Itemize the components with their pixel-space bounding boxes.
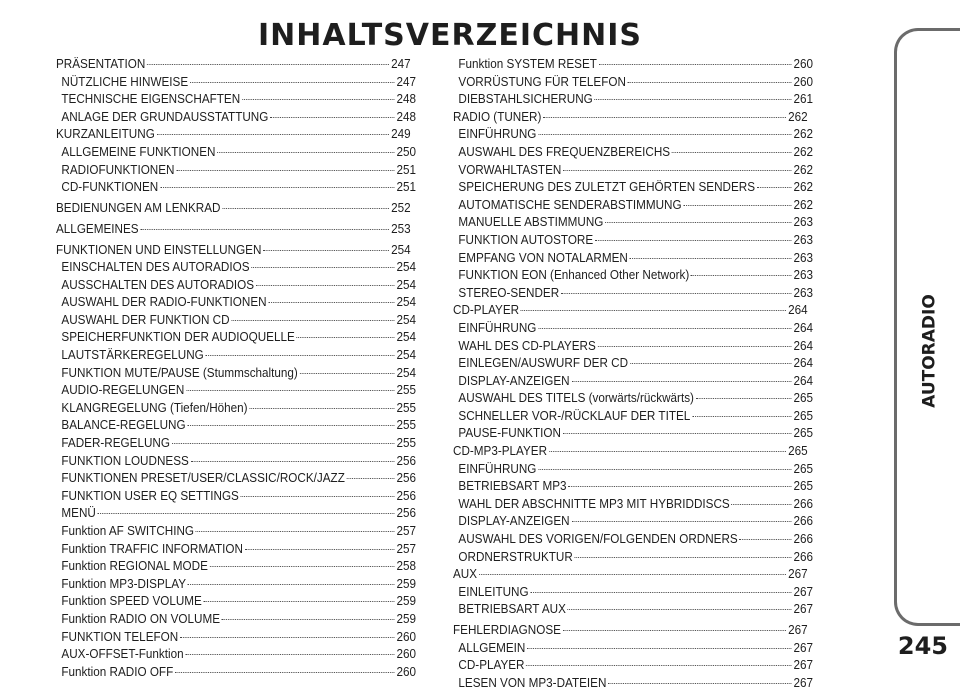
- dot-leader: [98, 513, 395, 514]
- toc-entry: [56, 540, 416, 558]
- toc-entry: [453, 354, 813, 372]
- toc-entry: [56, 178, 416, 196]
- chapter-tab-label: AUTORADIO: [920, 294, 940, 408]
- toc-entry-title: AUX: [453, 566, 478, 582]
- toc-entry: [453, 143, 813, 161]
- toc-entry-title: KURZANLEITUNG: [56, 126, 155, 142]
- dot-leader: [530, 592, 791, 593]
- toc-entry: [453, 337, 813, 355]
- dot-leader: [608, 683, 791, 684]
- toc-entry-page: 263: [793, 231, 814, 247]
- chapter-side-tab: [894, 28, 960, 626]
- toc-entry-page: 255: [396, 417, 417, 433]
- toc-entry-page: 262: [793, 126, 814, 142]
- toc-entry-page: 262: [793, 161, 814, 177]
- toc-entry-title: AUSWAHL DER RADIO-FUNKTIONEN: [61, 294, 267, 310]
- toc-entry: [453, 249, 813, 267]
- dot-leader: [575, 557, 792, 558]
- toc-entry: [56, 487, 416, 505]
- dot-leader: [538, 328, 792, 329]
- toc-entry-title: AUSWAHL DER FUNKTION CD: [61, 311, 230, 327]
- toc-entry-title: FUNKTION EON (Enhanced Other Network): [458, 267, 690, 283]
- toc-entry: [56, 434, 416, 452]
- toc-entry: [453, 512, 813, 530]
- toc-entry-title: CD-PLAYER: [453, 302, 520, 318]
- toc-entry-page: 267: [793, 657, 814, 673]
- dot-leader: [598, 346, 792, 347]
- dot-leader: [521, 310, 786, 311]
- toc-entry-page: 254: [396, 364, 417, 380]
- toc-entry: [56, 452, 416, 470]
- toc-entry-title: AUSWAHL DES TITELS (vorwärts/rückwärts): [458, 390, 694, 406]
- toc-entry-title: SPEICHERUNG DES ZULETZT GEHÖRTEN SENDERS: [458, 179, 756, 195]
- toc-entry-page: 262: [793, 196, 814, 212]
- toc-entry-page: 260: [793, 73, 814, 89]
- toc-entry-page: 260: [396, 628, 417, 644]
- toc-entry-title: BALANCE-REGELUNG: [61, 417, 186, 433]
- toc-entry-page: 266: [793, 513, 814, 529]
- dot-leader: [256, 285, 395, 286]
- toc-entry-page: 264: [788, 302, 808, 318]
- dot-leader: [251, 267, 394, 268]
- toc-entry-title: PRÄSENTATION: [56, 56, 146, 71]
- toc-entry: [453, 178, 813, 196]
- toc-entry-page: 255: [396, 399, 417, 415]
- toc-entry-title: RADIO (TUNER): [453, 108, 542, 124]
- toc-entry-title: AUSSCHALTEN DES AUTORADIOS: [61, 276, 255, 292]
- toc-entry-page: 266: [793, 495, 814, 511]
- toc-entry-title: SPEICHERFUNKTION DER AUDIOQUELLE: [61, 329, 295, 345]
- toc-entry: [453, 495, 813, 513]
- toc-entry-page: 248: [396, 91, 417, 107]
- dot-leader: [683, 205, 791, 206]
- dot-leader: [628, 82, 792, 83]
- toc-entry: [56, 663, 416, 681]
- toc-entry-page: 255: [396, 382, 417, 398]
- page-title: INHALTSVERZEICHNIS: [257, 18, 643, 53]
- toc-entry-page: 263: [793, 284, 814, 300]
- dot-leader: [190, 82, 395, 83]
- toc-entry-page: 264: [793, 372, 814, 388]
- dot-leader: [263, 250, 389, 251]
- toc-entry: [453, 301, 808, 319]
- toc-entry-title: FUNKTIONEN PRESET/USER/CLASSIC/ROCK/JAZZ: [61, 470, 345, 486]
- toc-entry-title: ALLGEMEINES: [56, 220, 139, 236]
- toc-entry-page: 247: [396, 73, 417, 89]
- toc-entry-page: 262: [793, 179, 814, 195]
- toc-entry-page: 256: [396, 505, 417, 521]
- dot-leader: [543, 117, 786, 118]
- dot-leader: [571, 521, 791, 522]
- toc-entry-title: FUNKTION LOUDNESS: [61, 452, 189, 468]
- toc-entry-title: STEREO-SENDER: [458, 284, 560, 300]
- toc-entry: [453, 442, 808, 460]
- dot-leader: [217, 152, 394, 153]
- dot-leader: [241, 496, 395, 497]
- toc-entry: [453, 108, 808, 126]
- toc-entry: [453, 389, 813, 407]
- toc-entry-title: CD-MP3-PLAYER: [453, 443, 548, 459]
- dot-leader: [157, 134, 390, 135]
- toc-entry-title: WAHL DER ABSCHNITTE MP3 MIT HYBRIDDISCS: [458, 495, 730, 511]
- dot-leader: [268, 302, 394, 303]
- dot-leader: [571, 381, 791, 382]
- toc-entry-title: ORDNERSTRUKTUR: [458, 548, 573, 564]
- dot-leader: [242, 99, 395, 100]
- dot-leader: [479, 574, 786, 575]
- toc-entry-page: 261: [793, 91, 814, 107]
- toc-entry-title: WAHL DES CD-PLAYERS: [458, 337, 596, 353]
- toc-entry-page: 249: [391, 126, 411, 142]
- dot-leader: [563, 433, 792, 434]
- toc-entry: [56, 575, 416, 593]
- toc-entry-page: 254: [396, 347, 417, 363]
- toc-entry: [56, 143, 416, 161]
- dot-leader: [595, 99, 792, 100]
- toc-entry-title: VORWAHLTASTEN: [458, 161, 562, 177]
- toc-entry-page: 264: [793, 355, 814, 371]
- toc-entry-title: EMPFANG VON NOTALARMEN: [458, 249, 628, 265]
- dot-leader: [147, 64, 389, 65]
- toc-entry-title: AUTOMATISCHE SENDERABSTIMMUNG: [458, 196, 682, 212]
- toc-entry-title: NÜTZLICHE HINWEISE: [61, 73, 189, 89]
- toc-entry-page: 265: [793, 407, 814, 423]
- toc-entry-page: 253: [391, 220, 411, 236]
- dot-leader: [563, 170, 792, 171]
- toc-entry: [453, 530, 813, 548]
- toc-entry-page: 267: [788, 566, 808, 582]
- toc-entry-page: 265: [793, 460, 814, 476]
- toc-entry-page: 263: [793, 267, 814, 283]
- toc-entry: [453, 73, 813, 91]
- toc-entry-page: 260: [396, 663, 417, 679]
- toc-entry: [56, 199, 411, 217]
- toc-entry: [56, 276, 416, 294]
- toc-entry-page: 260: [793, 56, 814, 71]
- toc-entry-title: Funktion RADIO ON VOLUME: [61, 610, 221, 626]
- toc-entry-title: BETRIEBSART AUX: [458, 601, 566, 617]
- toc-entry: [56, 311, 416, 329]
- toc-entry-title: FEHLERDIAGNOSE: [453, 622, 561, 638]
- toc-entry: [453, 372, 813, 390]
- toc-entry: [56, 364, 416, 382]
- toc-entry-page: 262: [793, 143, 814, 159]
- toc-entry-page: 259: [396, 575, 417, 591]
- toc-entry: [56, 125, 411, 143]
- toc-entry-page: 252: [391, 199, 411, 215]
- dot-leader: [692, 416, 792, 417]
- toc-entry: [453, 565, 808, 583]
- toc-entry: [56, 645, 416, 663]
- toc-entry-page: 258: [396, 558, 417, 574]
- toc-entry-page: 248: [396, 108, 417, 124]
- dot-leader: [191, 461, 395, 462]
- toc-entry-title: AUDIO-REGELUNGEN: [61, 382, 185, 398]
- toc-entry: [453, 284, 813, 302]
- toc-entry-page: 262: [788, 108, 808, 124]
- toc-entry-title: FUNKTION AUTOSTORE: [458, 231, 594, 247]
- dot-leader: [347, 478, 395, 479]
- toc-entry-title: EINFÜHRUNG: [458, 460, 537, 476]
- toc-entry-page: 264: [793, 337, 814, 353]
- toc-entry-title: EINFÜHRUNG: [458, 319, 537, 335]
- toc-entry-page: 254: [396, 329, 417, 345]
- toc-entry-page: 263: [793, 214, 814, 230]
- dot-leader: [175, 672, 395, 673]
- toc-entry: [56, 628, 416, 646]
- dot-leader: [732, 504, 792, 505]
- toc-entry: [56, 328, 416, 346]
- dot-leader: [249, 408, 394, 409]
- toc-entry-page: 254: [391, 241, 411, 257]
- toc-entry-title: CD-FUNKTIONEN: [61, 179, 159, 195]
- toc-entry: [56, 416, 416, 434]
- dot-leader: [176, 170, 394, 171]
- toc-entry: [56, 241, 411, 259]
- toc-entry-title: MENÜ: [61, 505, 96, 521]
- page-number: 245: [897, 632, 948, 660]
- toc-entry-title: AUX-OFFSET-Funktion: [61, 646, 184, 662]
- toc-entry: [453, 639, 813, 657]
- dot-leader: [605, 222, 792, 223]
- toc-entry-page: 266: [793, 531, 814, 547]
- dot-leader: [160, 187, 395, 188]
- toc-entry-page: 254: [396, 294, 417, 310]
- toc-entry-title: FUNKTION TELEFON: [61, 628, 179, 644]
- dot-leader: [187, 425, 394, 426]
- toc-entry-title: DIEBSTAHLSICHERUNG: [458, 91, 593, 107]
- toc-entry-title: Funktion RADIO OFF: [61, 663, 174, 679]
- dot-leader: [196, 531, 395, 532]
- toc-entry: [56, 258, 416, 276]
- toc-entry-page: 256: [396, 452, 417, 468]
- dot-leader: [527, 648, 792, 649]
- toc-entry: [453, 600, 813, 618]
- toc-entry-page: 259: [396, 610, 417, 626]
- dot-leader: [222, 208, 389, 209]
- toc-entry-page: 254: [396, 259, 417, 275]
- toc-entry: [56, 161, 416, 179]
- toc-entry: [56, 381, 416, 399]
- toc-entry: [453, 674, 813, 692]
- toc-entry-title: VORRÜSTUNG FÜR TELEFON: [458, 73, 626, 89]
- toc-entry: [453, 213, 813, 231]
- toc-entry: [453, 90, 813, 108]
- dot-leader: [568, 609, 792, 610]
- dot-leader: [180, 637, 395, 638]
- toc-entry-title: RADIOFUNKTIONEN: [61, 161, 175, 177]
- toc-entry: [56, 557, 416, 575]
- toc-entry-title: LAUTSTÄRKEREGELUNG: [61, 347, 204, 363]
- dot-leader: [245, 549, 395, 550]
- toc-entry-title: CD-PLAYER: [458, 657, 525, 673]
- toc-entry: [453, 460, 813, 478]
- toc-entry-page: 265: [793, 478, 814, 494]
- dot-leader: [231, 320, 394, 321]
- toc-entry: [56, 293, 416, 311]
- toc-column-left: [56, 55, 417, 680]
- toc-entry-title: Funktion REGIONAL MODE: [61, 558, 208, 574]
- toc-entry-title: AUSWAHL DES FREQUENZBEREICHS: [458, 143, 671, 159]
- toc-entry-title: SCHNELLER VOR-/RÜCKLAUF DER TITEL: [458, 407, 691, 423]
- toc-entry: [453, 196, 813, 214]
- toc-entry: [56, 469, 416, 487]
- toc-entry-title: Funktion SYSTEM RESET: [458, 56, 597, 71]
- toc-entry-page: 254: [396, 311, 417, 327]
- toc-entry: [56, 108, 416, 126]
- toc-entry-title: FUNKTIONEN UND EINSTELLUNGEN: [56, 241, 262, 257]
- toc-entry-page: 265: [788, 443, 808, 459]
- toc-entry-title: Funktion TRAFFIC INFORMATION: [61, 540, 243, 556]
- toc-entry-page: 267: [793, 583, 814, 599]
- toc-entry: [453, 231, 813, 249]
- toc-entry-title: BEDIENUNGEN AM LENKRAD: [56, 199, 221, 215]
- dot-leader: [740, 539, 792, 540]
- toc-entry: [453, 125, 813, 143]
- toc-entry: [453, 621, 808, 639]
- toc-entry-title: EINLEGEN/AUSWURF DER CD: [458, 355, 629, 371]
- toc-entry: [453, 55, 813, 73]
- toc-entry-title: DISPLAY-ANZEIGEN: [458, 513, 570, 529]
- toc-entry: [56, 610, 416, 628]
- toc-entry-title: EINFÜHRUNG: [458, 126, 537, 142]
- toc-entry-title: PAUSE-FUNKTION: [458, 425, 561, 441]
- toc-entry-title: ALLGEMEINE FUNKTIONEN: [61, 143, 216, 159]
- toc-entry-page: 250: [396, 143, 417, 159]
- dot-leader: [222, 619, 395, 620]
- toc-entry-page: 255: [396, 435, 417, 451]
- toc-entry-page: 251: [396, 161, 417, 177]
- dot-leader: [538, 134, 792, 135]
- toc-entry-title: TECHNISCHE EIGENSCHAFTEN: [61, 91, 241, 107]
- toc-entry: [453, 161, 813, 179]
- toc-entry-title: DISPLAY-ANZEIGEN: [458, 372, 570, 388]
- toc-entry: [56, 522, 416, 540]
- toc-entry: [56, 346, 416, 364]
- toc-entry-page: 263: [793, 249, 814, 265]
- dot-leader: [672, 152, 792, 153]
- toc-entry-page: 267: [793, 639, 814, 655]
- dot-leader: [757, 187, 792, 188]
- dot-leader: [561, 293, 792, 294]
- toc-entry-title: BETRIEBSART MP3: [458, 478, 567, 494]
- dot-leader: [595, 240, 792, 241]
- toc-entry-title: KLANGREGELUNG (Tiefen/Höhen): [61, 399, 248, 415]
- toc-entry: [453, 548, 813, 566]
- dot-leader: [297, 337, 395, 338]
- toc-entry: [56, 55, 411, 73]
- dot-leader: [549, 451, 786, 452]
- dot-leader: [300, 373, 395, 374]
- toc-entry: [56, 504, 416, 522]
- toc-entry-page: 259: [396, 593, 417, 609]
- toc-entry: [453, 583, 813, 601]
- toc-entry-title: FADER-REGELUNG: [61, 435, 170, 451]
- dot-leader: [538, 469, 792, 470]
- dot-leader: [185, 654, 394, 655]
- toc-column-right: [453, 55, 814, 692]
- toc-entry-title: Funktion MP3-DISPLAY: [61, 575, 187, 591]
- dot-leader: [691, 275, 792, 276]
- toc-entry-title: EINLEITUNG: [458, 583, 529, 599]
- dot-leader: [630, 363, 792, 364]
- toc-entry-title: EINSCHALTEN DES AUTORADIOS: [61, 259, 250, 275]
- toc-entry-page: 266: [793, 548, 814, 564]
- toc-entry-page: 251: [396, 179, 417, 195]
- toc-entry: [453, 656, 813, 674]
- toc-entry: [56, 592, 416, 610]
- toc-entry: [453, 407, 813, 425]
- toc-entry-title: LESEN VON MP3-DATEIEN: [458, 674, 607, 690]
- dot-leader: [140, 229, 389, 230]
- dot-leader: [630, 258, 792, 259]
- dot-leader: [206, 355, 395, 356]
- dot-leader: [188, 584, 395, 585]
- dot-leader: [568, 486, 791, 487]
- dot-leader: [172, 443, 395, 444]
- dot-leader: [186, 390, 395, 391]
- toc-entry-title: AUSWAHL DES VORIGEN/FOLGENDEN ORDNERS: [458, 531, 738, 547]
- toc-entry-title: MANUELLE ABSTIMMUNG: [458, 214, 604, 230]
- toc-entry-title: Funktion SPEED VOLUME: [61, 593, 202, 609]
- toc-entry-page: 257: [396, 523, 417, 538]
- toc-entry-page: 256: [396, 470, 417, 486]
- toc-entry-page: 247: [391, 56, 411, 71]
- dot-leader: [270, 117, 395, 118]
- toc-entry: [453, 319, 813, 337]
- toc-entry-page: 257: [396, 540, 417, 556]
- toc-entry: [56, 220, 411, 238]
- toc-entry: [56, 399, 416, 417]
- dot-leader: [563, 630, 787, 631]
- toc-entry-page: 264: [793, 319, 814, 335]
- dot-leader: [599, 64, 792, 65]
- toc-entry-page: 267: [793, 601, 814, 617]
- toc-entry-title: FUNKTION MUTE/PAUSE (Stummschaltung): [61, 364, 298, 380]
- toc-entry-page: 254: [396, 276, 417, 292]
- toc-entry-title: FUNKTION USER EQ SETTINGS: [61, 487, 239, 503]
- toc-entry-page: 260: [396, 646, 417, 662]
- toc-entry-page: 267: [788, 622, 808, 638]
- toc-entry: [56, 73, 416, 91]
- dot-leader: [210, 566, 395, 567]
- toc-entry-page: 256: [396, 487, 417, 503]
- toc-entry-title: Funktion AF SWITCHING: [61, 523, 195, 538]
- toc-entry-page: 265: [793, 390, 814, 406]
- toc-entry-title: ANLAGE DER GRUNDAUSSTATTUNG: [61, 108, 269, 124]
- dot-leader: [204, 601, 395, 602]
- dot-leader: [526, 665, 791, 666]
- toc-entry: [453, 424, 813, 442]
- toc-entry: [453, 477, 813, 495]
- dot-leader: [696, 398, 792, 399]
- toc-entry-title: ALLGEMEIN: [458, 639, 526, 655]
- toc-entry: [453, 266, 813, 284]
- toc-entry: [56, 90, 416, 108]
- toc-entry-page: 267: [793, 674, 814, 690]
- toc-entry-page: 265: [793, 425, 814, 441]
